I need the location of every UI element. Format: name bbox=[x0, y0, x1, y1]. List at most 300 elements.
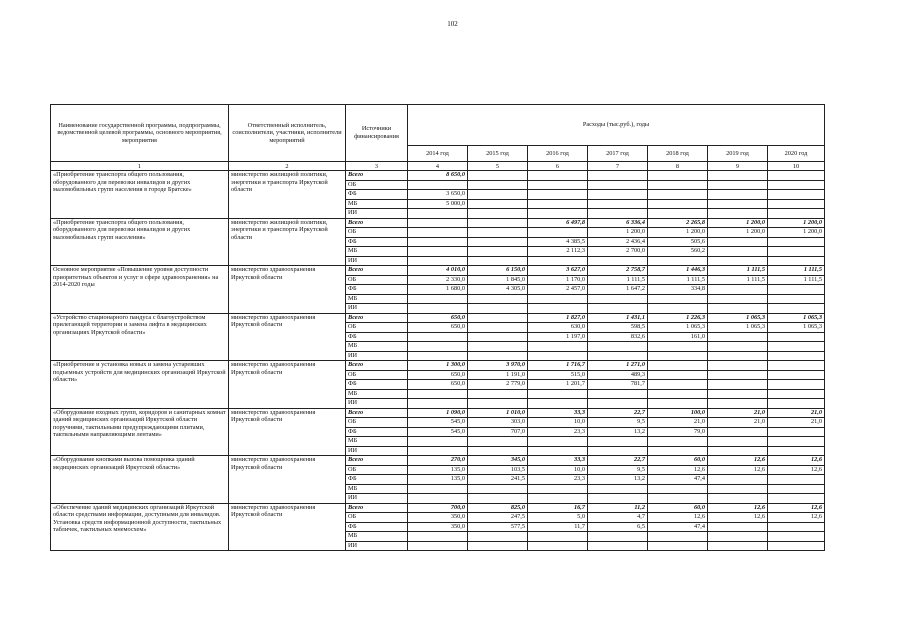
amount-cell bbox=[708, 294, 768, 304]
amount-cell: 2 436,4 bbox=[588, 237, 648, 247]
table-row bbox=[51, 218, 825, 228]
amount-cell bbox=[528, 342, 588, 352]
amount-cell: 12,6 bbox=[648, 465, 708, 475]
funding-source: Всего bbox=[346, 361, 408, 371]
funding-source: ИИ bbox=[346, 351, 408, 361]
amount-cell bbox=[588, 294, 648, 304]
amount-cell bbox=[648, 342, 708, 352]
amount-cell: 1 226,3 bbox=[648, 313, 708, 323]
amount-cell bbox=[468, 304, 528, 314]
amount-cell bbox=[768, 541, 825, 551]
amount-cell: 9,5 bbox=[588, 418, 648, 428]
amount-cell bbox=[648, 304, 708, 314]
amount-cell bbox=[468, 294, 528, 304]
amount-cell: 12,6 bbox=[768, 513, 825, 523]
amount-cell bbox=[648, 256, 708, 266]
amount-cell bbox=[408, 304, 468, 314]
amount-cell bbox=[708, 237, 768, 247]
amount-cell: 1 431,1 bbox=[588, 313, 648, 323]
amount-cell bbox=[708, 342, 768, 352]
amount-cell: 345,0 bbox=[468, 456, 528, 466]
amount-cell bbox=[648, 351, 708, 361]
header-source: Источники финансирования bbox=[346, 105, 408, 162]
amount-cell bbox=[468, 171, 528, 181]
amount-cell bbox=[528, 494, 588, 504]
amount-cell bbox=[768, 171, 825, 181]
amount-cell bbox=[708, 370, 768, 380]
amount-cell bbox=[468, 237, 528, 247]
amount-cell: 270,0 bbox=[408, 456, 468, 466]
amount-cell: 1 111,5 bbox=[768, 275, 825, 285]
funding-source: ФБ bbox=[346, 522, 408, 532]
amount-cell: 21,0 bbox=[708, 408, 768, 418]
executor: министерство жилищной политики, энергетики и транспорта Иркутской области bbox=[229, 218, 346, 266]
program-name: «Оборудование кнопками вызова помощника зданий медицинских организаций Иркутской области» bbox=[51, 456, 229, 504]
amount-cell: 10,0 bbox=[528, 418, 588, 428]
amount-cell: 1 845,0 bbox=[468, 275, 528, 285]
amount-cell bbox=[768, 256, 825, 266]
amount-cell: 13,2 bbox=[588, 427, 648, 437]
amount-cell bbox=[708, 180, 768, 190]
program-name: «Обеспечение зданий медицинских организаций Иркутской области средствами информации, доступными для инвалидов. Установка средств информационной доступности, тактильных табличек, тактильных мнемосхем» bbox=[51, 503, 229, 551]
funding-source: ФБ bbox=[346, 380, 408, 390]
amount-cell: 334,8 bbox=[648, 285, 708, 295]
amount-cell: 1 065,3 bbox=[708, 313, 768, 323]
amount-cell bbox=[768, 532, 825, 542]
amount-cell: 1 090,0 bbox=[408, 408, 468, 418]
amount-cell bbox=[408, 532, 468, 542]
amount-cell: 22,7 bbox=[588, 456, 648, 466]
amount-cell bbox=[708, 427, 768, 437]
amount-cell bbox=[588, 190, 648, 200]
funding-source: Всего bbox=[346, 313, 408, 323]
amount-cell bbox=[768, 494, 825, 504]
amount-cell: 1 680,0 bbox=[408, 285, 468, 295]
amount-cell: 4,7 bbox=[588, 513, 648, 523]
amount-cell: 4 010,0 bbox=[408, 266, 468, 276]
funding-source: ОБ bbox=[346, 228, 408, 238]
amount-cell: 1 065,3 bbox=[768, 313, 825, 323]
amount-cell bbox=[768, 437, 825, 447]
amount-cell bbox=[708, 532, 768, 542]
amount-cell bbox=[468, 332, 528, 342]
header-name: Наименование государственной программы, подпрограммы, ведомственной целевой программы, основного мероприятия, мероприятия bbox=[51, 105, 229, 162]
amount-cell: 707,0 bbox=[468, 427, 528, 437]
funding-source: ИИ bbox=[346, 494, 408, 504]
amount-cell: 650,0 bbox=[408, 380, 468, 390]
amount-cell bbox=[768, 380, 825, 390]
amount-cell bbox=[588, 541, 648, 551]
amount-cell bbox=[528, 180, 588, 190]
funding-source: ОБ bbox=[346, 180, 408, 190]
amount-cell: 5,0 bbox=[528, 513, 588, 523]
amount-cell bbox=[588, 484, 648, 494]
amount-cell bbox=[588, 351, 648, 361]
amount-cell: 2 758,7 bbox=[588, 266, 648, 276]
amount-cell: 8 650,0 bbox=[408, 171, 468, 181]
amount-cell: 4 385,5 bbox=[528, 237, 588, 247]
funding-source: ФБ bbox=[346, 427, 408, 437]
funding-source: ИИ bbox=[346, 304, 408, 314]
amount-cell bbox=[528, 484, 588, 494]
amount-cell bbox=[768, 342, 825, 352]
expenses-table bbox=[50, 104, 825, 551]
executor: министерство здравоохранения Иркутской области bbox=[229, 361, 346, 409]
amount-cell: 1 191,0 bbox=[468, 370, 528, 380]
amount-cell bbox=[408, 332, 468, 342]
amount-cell: 135,0 bbox=[408, 465, 468, 475]
funding-source: ОБ bbox=[346, 370, 408, 380]
amount-cell bbox=[648, 380, 708, 390]
amount-cell bbox=[408, 351, 468, 361]
amount-cell: 6 497,8 bbox=[528, 218, 588, 228]
amount-cell bbox=[588, 180, 648, 190]
amount-cell: 12,6 bbox=[648, 513, 708, 523]
funding-source: Всего bbox=[346, 503, 408, 513]
amount-cell: 100,0 bbox=[648, 408, 708, 418]
amount-cell bbox=[648, 171, 708, 181]
amount-cell bbox=[408, 389, 468, 399]
amount-cell bbox=[768, 427, 825, 437]
header-year: 2020 год bbox=[768, 146, 825, 162]
amount-cell bbox=[708, 494, 768, 504]
program-name: «Устройство стационарного пандуса с благоустройством прилегающей территории и замена лифта в медицинских организациях Иркутской области» bbox=[51, 313, 229, 361]
amount-cell: 1 111,5 bbox=[588, 275, 648, 285]
amount-cell: 1 200,0 bbox=[768, 218, 825, 228]
amount-cell bbox=[708, 285, 768, 295]
amount-cell: 21,0 bbox=[768, 408, 825, 418]
amount-cell bbox=[528, 389, 588, 399]
amount-cell: 4 305,0 bbox=[468, 285, 528, 295]
amount-cell: 12,6 bbox=[708, 465, 768, 475]
amount-cell bbox=[468, 247, 528, 257]
amount-cell bbox=[408, 237, 468, 247]
amount-cell bbox=[528, 209, 588, 219]
amount-cell: 1 827,0 bbox=[528, 313, 588, 323]
amount-cell: 12,6 bbox=[708, 456, 768, 466]
amount-cell: 781,7 bbox=[588, 380, 648, 390]
amount-cell bbox=[708, 446, 768, 456]
funding-source: ИИ bbox=[346, 256, 408, 266]
amount-cell: 2 779,0 bbox=[468, 380, 528, 390]
funding-source: ОБ bbox=[346, 275, 408, 285]
amount-cell: 1 200,0 bbox=[648, 228, 708, 238]
amount-cell: 1 111,5 bbox=[708, 266, 768, 276]
header-expenses: Расходы (тыс.руб.), годы bbox=[408, 105, 825, 146]
funding-source: МБ bbox=[346, 532, 408, 542]
amount-cell bbox=[468, 541, 528, 551]
amount-cell bbox=[768, 484, 825, 494]
amount-cell: 577,5 bbox=[468, 522, 528, 532]
amount-cell bbox=[468, 323, 528, 333]
amount-cell: 16,7 bbox=[528, 503, 588, 513]
amount-cell bbox=[408, 437, 468, 447]
amount-cell bbox=[768, 190, 825, 200]
amount-cell bbox=[708, 332, 768, 342]
amount-cell bbox=[528, 399, 588, 409]
amount-cell bbox=[468, 494, 528, 504]
amount-cell bbox=[528, 541, 588, 551]
amount-cell: 1 446,3 bbox=[648, 266, 708, 276]
amount-cell bbox=[768, 475, 825, 485]
header-col-number: 8 bbox=[648, 162, 708, 171]
amount-cell: 505,6 bbox=[648, 237, 708, 247]
amount-cell bbox=[588, 494, 648, 504]
amount-cell bbox=[708, 541, 768, 551]
amount-cell: 135,0 bbox=[408, 475, 468, 485]
amount-cell bbox=[468, 209, 528, 219]
funding-source: Всего bbox=[346, 218, 408, 228]
header-year: 2015 год bbox=[468, 146, 528, 162]
amount-cell bbox=[708, 399, 768, 409]
amount-cell bbox=[768, 237, 825, 247]
amount-cell bbox=[408, 180, 468, 190]
amount-cell bbox=[408, 209, 468, 219]
funding-source: ОБ bbox=[346, 513, 408, 523]
amount-cell: 1 200,0 bbox=[588, 228, 648, 238]
amount-cell: 1 170,0 bbox=[528, 275, 588, 285]
amount-cell: 1 065,3 bbox=[768, 323, 825, 333]
amount-cell: 1 271,0 bbox=[588, 361, 648, 371]
amount-cell: 2 112,3 bbox=[528, 247, 588, 257]
amount-cell: 79,0 bbox=[648, 427, 708, 437]
amount-cell: 1 200,0 bbox=[708, 228, 768, 238]
amount-cell: 103,5 bbox=[468, 465, 528, 475]
funding-source: МБ bbox=[346, 342, 408, 352]
amount-cell bbox=[528, 256, 588, 266]
amount-cell bbox=[648, 209, 708, 219]
funding-source: ФБ bbox=[346, 237, 408, 247]
amount-cell bbox=[468, 389, 528, 399]
amount-cell bbox=[768, 209, 825, 219]
amount-cell bbox=[648, 199, 708, 209]
amount-cell bbox=[588, 399, 648, 409]
amount-cell: 13,2 bbox=[588, 475, 648, 485]
amount-cell bbox=[708, 380, 768, 390]
table-row bbox=[51, 408, 825, 418]
amount-cell bbox=[648, 437, 708, 447]
header-col-number: 3 bbox=[346, 162, 408, 171]
amount-cell bbox=[588, 446, 648, 456]
funding-source: Всего bbox=[346, 456, 408, 466]
amount-cell: 241,5 bbox=[468, 475, 528, 485]
amount-cell bbox=[528, 532, 588, 542]
amount-cell bbox=[408, 494, 468, 504]
table-row bbox=[51, 456, 825, 466]
amount-cell bbox=[708, 437, 768, 447]
amount-cell: 560,2 bbox=[648, 247, 708, 257]
amount-cell bbox=[528, 199, 588, 209]
amount-cell: 489,3 bbox=[588, 370, 648, 380]
amount-cell: 350,0 bbox=[408, 513, 468, 523]
executor: министерство здравоохранения Иркутской области bbox=[229, 266, 346, 314]
amount-cell bbox=[708, 171, 768, 181]
amount-cell bbox=[468, 256, 528, 266]
amount-cell bbox=[648, 361, 708, 371]
amount-cell bbox=[588, 171, 648, 181]
amount-cell bbox=[708, 475, 768, 485]
amount-cell: 825,0 bbox=[468, 503, 528, 513]
funding-source: ФБ bbox=[346, 475, 408, 485]
amount-cell: 1 200,0 bbox=[768, 228, 825, 238]
amount-cell bbox=[648, 494, 708, 504]
amount-cell: 33,3 bbox=[528, 456, 588, 466]
header-col-number: 9 bbox=[708, 162, 768, 171]
header-col-number: 1 bbox=[51, 162, 229, 171]
amount-cell: 2 457,0 bbox=[528, 285, 588, 295]
program-name: «Приобретение транспорта общего пользования, оборудованного для перевозки инвалидов и других маломобильных групп населения в городе Братске» bbox=[51, 171, 229, 219]
table-row bbox=[51, 503, 825, 513]
amount-cell: 21,0 bbox=[648, 418, 708, 428]
executor: министерство здравоохранения Иркутской области bbox=[229, 456, 346, 504]
executor: министерство здравоохранения Иркутской области bbox=[229, 408, 346, 456]
funding-source: МБ bbox=[346, 294, 408, 304]
program-name: «Приобретение и установка новых и замена устаревших подъемных устройств для медицинских организаций Иркутской области» bbox=[51, 361, 229, 409]
amount-cell bbox=[408, 446, 468, 456]
amount-cell bbox=[768, 389, 825, 399]
amount-cell: 3 970,0 bbox=[468, 361, 528, 371]
funding-source: ИИ bbox=[346, 446, 408, 456]
amount-cell bbox=[648, 446, 708, 456]
amount-cell: 303,0 bbox=[468, 418, 528, 428]
amount-cell: 12,6 bbox=[768, 465, 825, 475]
amount-cell bbox=[648, 190, 708, 200]
amount-cell bbox=[708, 209, 768, 219]
amount-cell: 2 265,8 bbox=[648, 218, 708, 228]
amount-cell: 3 627,0 bbox=[528, 266, 588, 276]
amount-cell bbox=[408, 228, 468, 238]
funding-source: ИИ bbox=[346, 209, 408, 219]
funding-source: Всего bbox=[346, 408, 408, 418]
amount-cell bbox=[468, 351, 528, 361]
program-name: Основное мероприятие «Повышение уровня доступности приоритетных объектов и услуг в сфере здравоохранения» на 2014-2020 годы bbox=[51, 266, 229, 314]
program-name: «Оборудование входных групп, коридоров и санитарных комнат зданий медицинских организаций Иркутской области поручнями, тактильными предупреждающими плитами, тактильными направляющими лентами» bbox=[51, 408, 229, 456]
amount-cell: 1 200,0 bbox=[708, 218, 768, 228]
amount-cell bbox=[768, 446, 825, 456]
amount-cell bbox=[408, 342, 468, 352]
amount-cell bbox=[648, 541, 708, 551]
funding-source: МБ bbox=[346, 199, 408, 209]
amount-cell bbox=[708, 256, 768, 266]
amount-cell bbox=[708, 247, 768, 257]
amount-cell: 47,4 bbox=[648, 475, 708, 485]
amount-cell: 12,6 bbox=[708, 513, 768, 523]
amount-cell bbox=[468, 484, 528, 494]
funding-source: ОБ bbox=[346, 465, 408, 475]
amount-cell: 350,0 bbox=[408, 522, 468, 532]
amount-cell: 1 010,0 bbox=[468, 408, 528, 418]
amount-cell bbox=[648, 389, 708, 399]
funding-source: ОБ bbox=[346, 418, 408, 428]
amount-cell: 5 000,0 bbox=[408, 199, 468, 209]
amount-cell bbox=[408, 294, 468, 304]
amount-cell: 47,4 bbox=[648, 522, 708, 532]
amount-cell bbox=[768, 180, 825, 190]
amount-cell: 545,0 bbox=[408, 418, 468, 428]
amount-cell bbox=[528, 437, 588, 447]
amount-cell: 12,6 bbox=[768, 503, 825, 513]
amount-cell bbox=[408, 484, 468, 494]
amount-cell: 545,0 bbox=[408, 427, 468, 437]
amount-cell: 12,6 bbox=[708, 503, 768, 513]
amount-cell bbox=[408, 247, 468, 257]
amount-cell bbox=[708, 361, 768, 371]
amount-cell bbox=[648, 180, 708, 190]
amount-cell: 23,3 bbox=[528, 475, 588, 485]
funding-source: ФБ bbox=[346, 332, 408, 342]
page-number: 102 bbox=[447, 20, 458, 28]
amount-cell bbox=[468, 437, 528, 447]
amount-cell bbox=[468, 190, 528, 200]
amount-cell bbox=[648, 532, 708, 542]
program-name: «Приобретение транспорта общего пользования, оборудованного для перевозки инвалидов и других маломобильных групп населения» bbox=[51, 218, 229, 266]
amount-cell: 1 716,7 bbox=[528, 361, 588, 371]
table-row bbox=[51, 313, 825, 323]
amount-cell bbox=[468, 199, 528, 209]
funding-source: МБ bbox=[346, 437, 408, 447]
amount-cell bbox=[708, 484, 768, 494]
amount-cell bbox=[648, 399, 708, 409]
amount-cell bbox=[468, 180, 528, 190]
amount-cell: 9,5 bbox=[588, 465, 648, 475]
amount-cell bbox=[528, 304, 588, 314]
table-row bbox=[51, 266, 825, 276]
amount-cell bbox=[768, 332, 825, 342]
amount-cell bbox=[768, 247, 825, 257]
amount-cell: 11,2 bbox=[588, 503, 648, 513]
funding-source: Всего bbox=[346, 171, 408, 181]
funding-source: ФБ bbox=[346, 190, 408, 200]
header-year: 2014 год bbox=[408, 146, 468, 162]
amount-cell bbox=[588, 389, 648, 399]
amount-cell bbox=[768, 399, 825, 409]
amount-cell: 6 336,4 bbox=[588, 218, 648, 228]
amount-cell: 12,6 bbox=[768, 456, 825, 466]
table-row bbox=[51, 361, 825, 371]
header-year: 2018 год bbox=[648, 146, 708, 162]
header-col-number: 7 bbox=[588, 162, 648, 171]
amount-cell: 1 065,3 bbox=[708, 323, 768, 333]
amount-cell bbox=[408, 541, 468, 551]
amount-cell: 630,0 bbox=[528, 323, 588, 333]
amount-cell: 22,7 bbox=[588, 408, 648, 418]
amount-cell: 1 647,2 bbox=[588, 285, 648, 295]
amount-cell: 21,0 bbox=[768, 418, 825, 428]
amount-cell: 6 150,0 bbox=[468, 266, 528, 276]
amount-cell bbox=[648, 370, 708, 380]
amount-cell: 598,5 bbox=[588, 323, 648, 333]
amount-cell bbox=[648, 484, 708, 494]
amount-cell bbox=[588, 532, 648, 542]
amount-cell bbox=[768, 199, 825, 209]
amount-cell bbox=[588, 256, 648, 266]
funding-source: МБ bbox=[346, 484, 408, 494]
header-col-number: 2 bbox=[229, 162, 346, 171]
amount-cell: 515,0 bbox=[528, 370, 588, 380]
amount-cell bbox=[588, 209, 648, 219]
amount-cell: 60,0 bbox=[648, 456, 708, 466]
amount-cell: 247,5 bbox=[468, 513, 528, 523]
amount-cell: 3 650,0 bbox=[408, 190, 468, 200]
funding-source: МБ bbox=[346, 389, 408, 399]
funding-source: ОБ bbox=[346, 323, 408, 333]
executor: министерство здравоохранения Иркутской области bbox=[229, 313, 346, 361]
amount-cell bbox=[708, 351, 768, 361]
amount-cell bbox=[588, 342, 648, 352]
header-col-number: 5 bbox=[468, 162, 528, 171]
amount-cell bbox=[588, 199, 648, 209]
amount-cell: 23,3 bbox=[528, 427, 588, 437]
